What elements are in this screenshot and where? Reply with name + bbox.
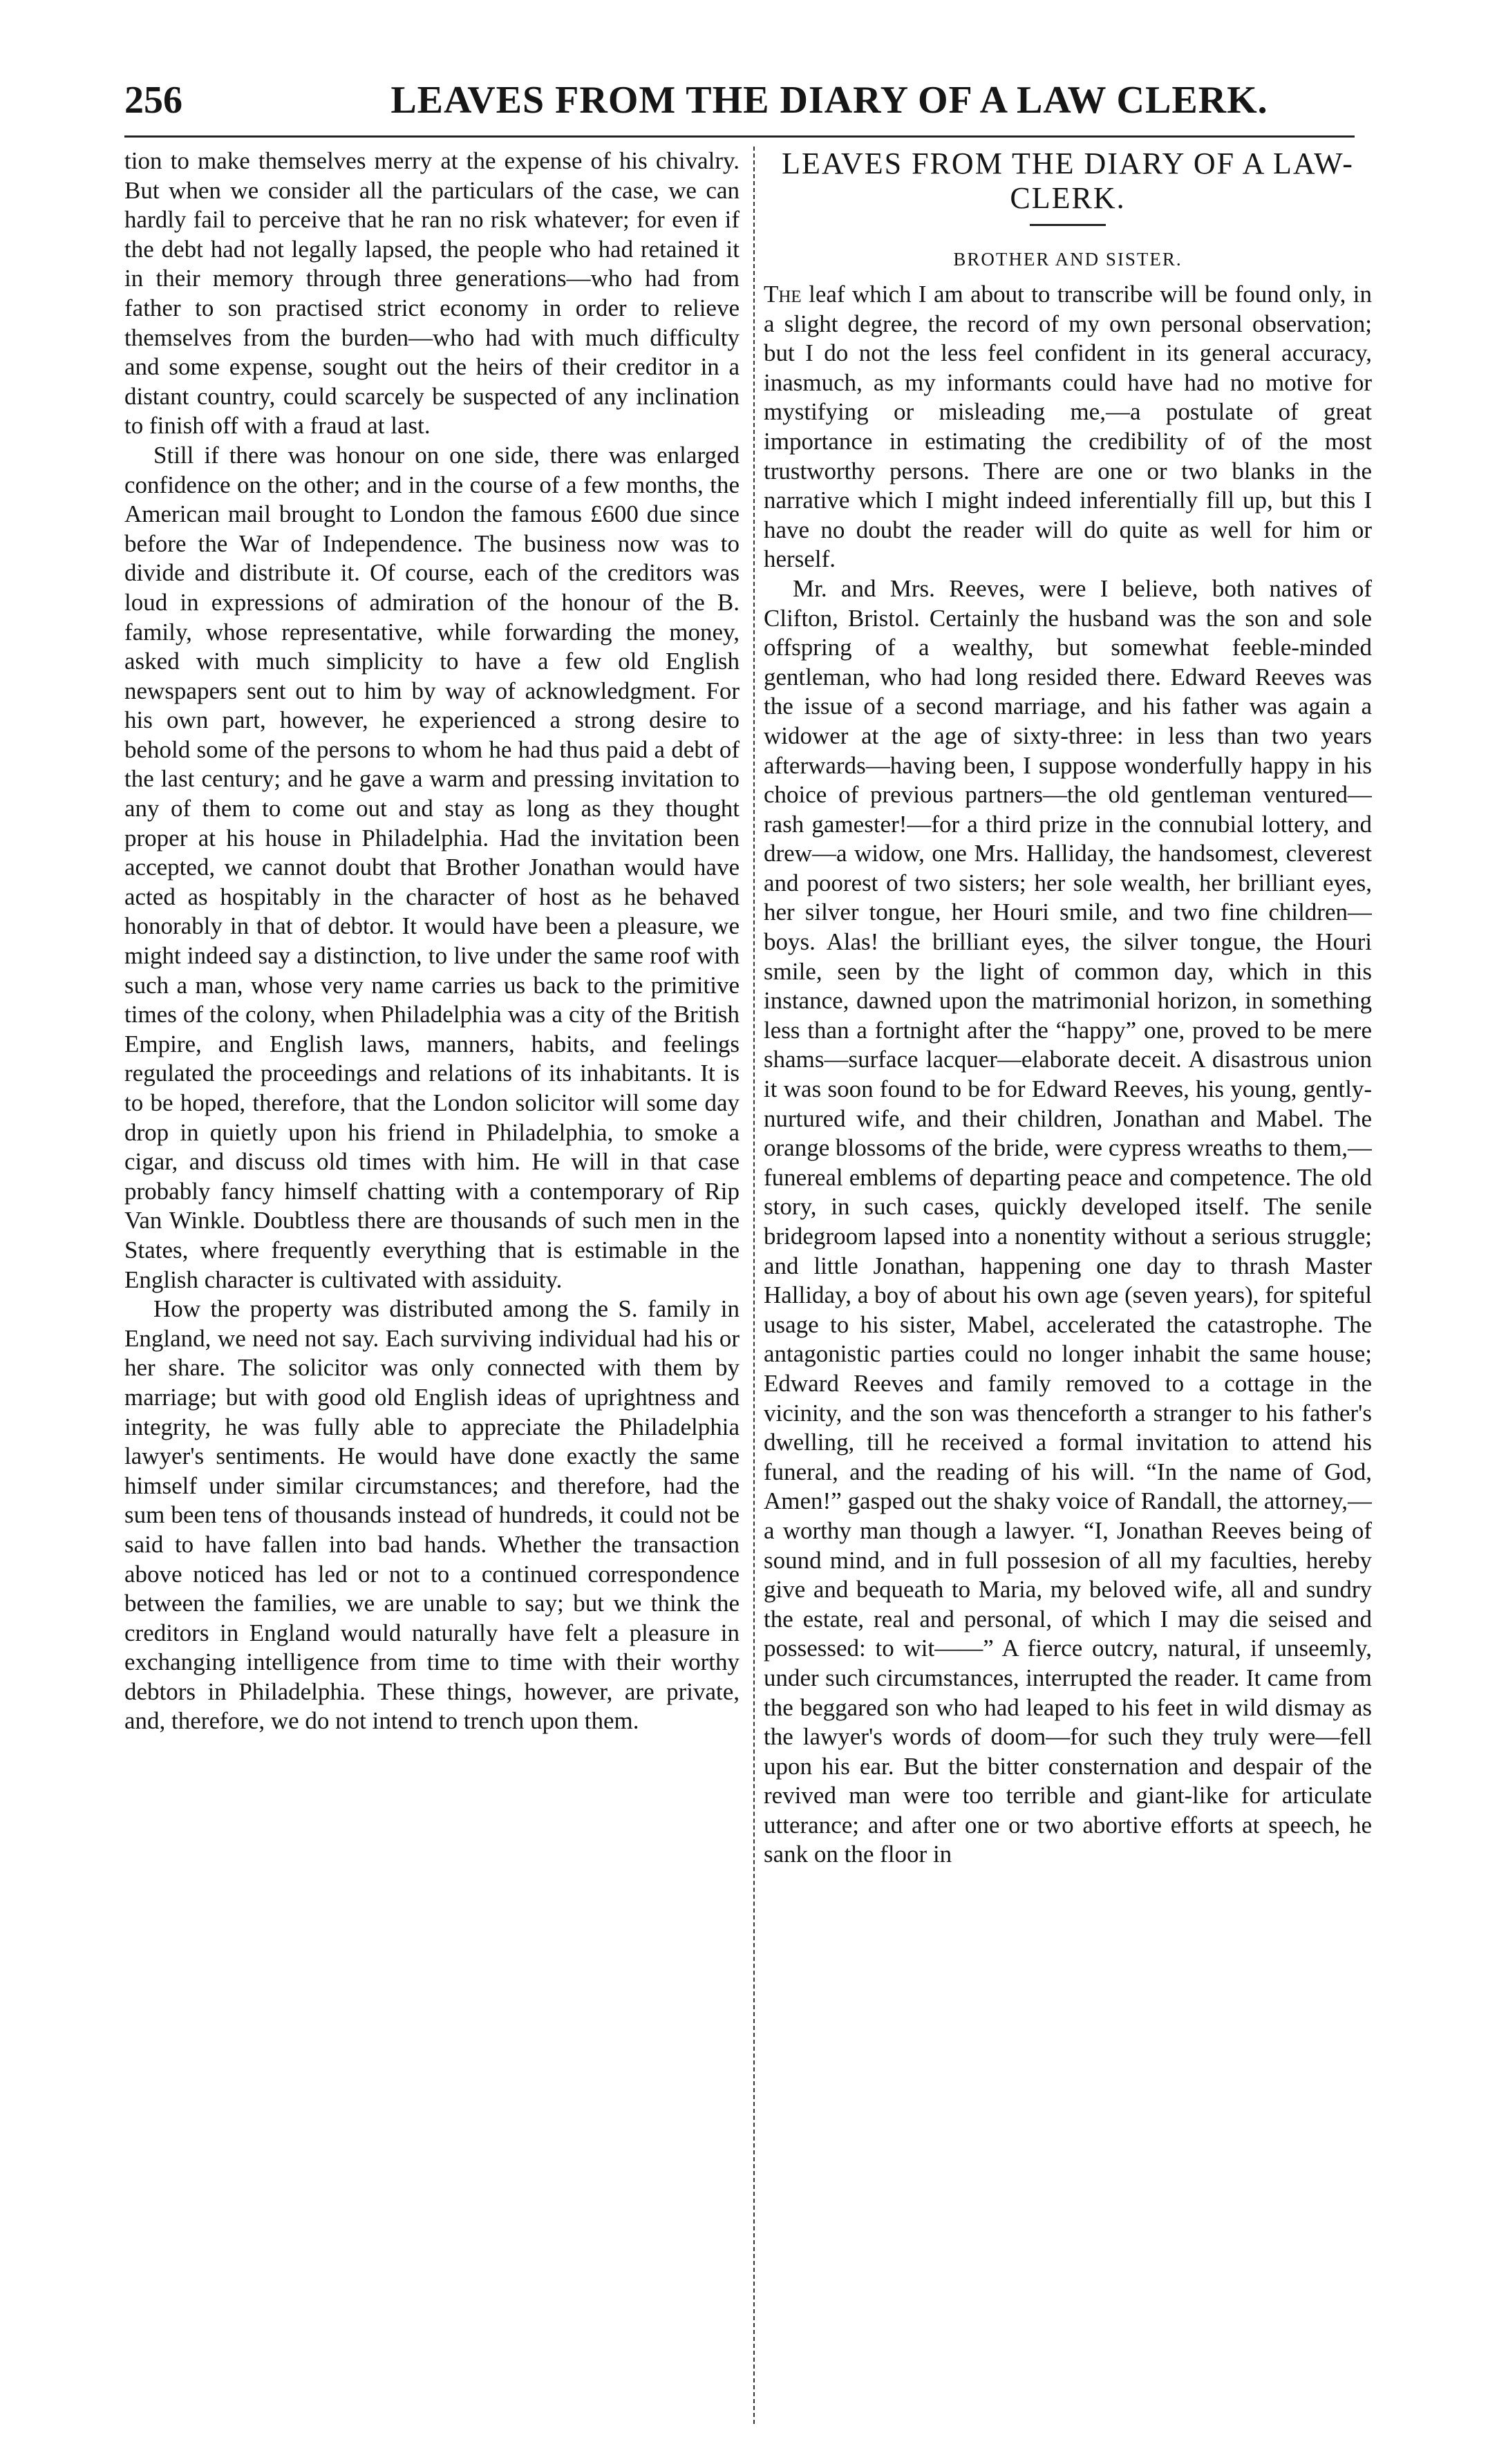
right-column (764, 147, 1372, 2427)
article-title: LEAVES FROM THE DIARY OF A LAW-CLERK. (782, 147, 1354, 215)
chapter-title: BROTHER AND SISTER. (953, 249, 1183, 270)
first-word: The (764, 281, 802, 308)
left-paragraph-1: tion to make themselves merry at the expense of his chivalry. But when we consider all the particulars of the case, we can hardly fail to perceive that he ran no risk whatever; for even if the debt had not legally lapsed, the people who had retained it in their memory through three generations—who had from father to son practised strict economy in order to relieve themselves from the burden—who had with much difficulty and some expense, sought out the heirs of their creditor in a distant country, could scarcely be suspected of any inclination to finish off with a fraud at last. (124, 147, 740, 440)
left-column (124, 147, 740, 2427)
column-divider (753, 147, 755, 2424)
right-paragraph-2: Mr. and Mrs. Reeves, were I believe, both natives of Clifton, Bristol. Certainly the husband was the son and sole offspring of a wealthy, but somewhat feeble-minded gentleman, who had long resided there. Edward Reeves was the issue of a second marriage, and his father was again a widower at the age of sixty-three: in less than two years afterwards—having been, I suppose wonderfully happy in his choice of previous partners—the old gentleman ventured—rash gamester!—for a third prize in the connubial lottery, and drew—a widow, one Mrs. Halliday, the handsomest, cleverest and poorest of two sisters; her sole wealth, her brilliant eyes, her silver tongue, her Houri smile, and two fine children—boys. Alas! the brilliant eyes, the silver tongue, the Houri smile, seen by the light of common day, which in this instance, dawned upon the matrimonial horizon, in something less than a fortnight after the “happy” one, proved to be mere shams—surface lacquer—elaborate deceit. A disastrous union it was soon found to be for Edward Reeves, his young, gently-nurtured wife, and their children, Jonathan and Mabel. The orange blossoms of the bride, were cypress wreaths to them,—funereal emblems of departing peace and competence. The old story, in such cases, quickly developed itself. The senile bridegroom lapsed into a nonentity without a serious struggle; and little Jonathan, happening one day to thrash Master Halliday, a boy of about his own age (seven years), for spiteful usage to his sister, Mabel, accelerated the catastrophe. The antagonistic parties could no longer inhabit the same house; Edward Reeves and family removed to a cottage in the vicinity, and the son was thenceforth a stranger to his father's dwelling, till he received a formal invitation to attend his funeral, and the reading of his will. “In the name of God, Amen!” gasped out the shaky voice of Randall, the attorney,—a worthy man though a lawyer. “I, Jonathan Reeves being of sound mind, and in full possesion of all my faculties, hereby give and bequeath to Maria, my beloved wife, all and sundry the estate, real and personal, of which I may die seised and possessed: to wit——” A fierce outcry, natural, if unseemly, under such circumstances, interrupted the reader. It came from the beggared son who had leaped to his feet in wild dismay as the lawyer's words of doom—for such they truly were—fell upon his ear. But the bitter consternation and despair of the revived man were too terrible and giant-like for articulate utterance; and after one or two abortive efforts at speech, he sank on the floor in (764, 574, 1372, 1868)
page-number: 256 (124, 79, 182, 122)
right-paragraph-1 (764, 280, 1372, 574)
left-paragraph-3: How the property was distributed among the S. family in England, we need not say. Each surviving individual had his or her share. The solicitor was only connected with them by marriage; but with good old English ideas of uprightness and integrity, he was fully able to appreciate the Philadelphia lawyer's sentiments. He would have done exactly the same himself under similar circumstances; and therefore, had the sum been tens of thousands instead of hundreds, it could not be said to have fallen into bad hands. Whether the transaction above noticed has led or not to a continued correspondence between the families, we are unable to say; but we think the creditors in England would naturally have felt a pleasure in exchanging intelligence from time to time with their worthy debtors in Philadelphia. These things, however, are private, and, therefore, we do not intend to trench upon them. (124, 1295, 740, 1735)
left-paragraph-2: Still if there was honour on one side, there was enlarged confidence on the other; and in the course of a few months, the American mail brought to London the famous £600 due since before the War of Independence. The business now was to divide and distribute it. Of course, each of the creditors was loud in expressions of admiration of the honour of the B. family, whose representative, while forwarding the money, asked with much simplicity to have a few old English newspapers sent out to him by way of acknowledgment. For his own part, however, he experienced a strong desire to behold some of the persons to whom he had thus paid a debt of the last century; and he gave a warm and pressing invitation to any of them to come out and stay as long as they thought proper at his house in Philadelphia. Had the invitation been accepted, we cannot doubt that Brother Jonathan would have acted as hospitably in the character of host as he behaved honorably in that of debtor. It would have been a pleasure, we might indeed say a distinction, to live under the same roof with such a man, whose very name carries us back to the primitive times of the colony, when Philadelphia was a city of the British Empire, and English laws, manners, habits, and feelings regulated the proceedings and relations of its inhabitants. It is to be hoped, therefore, that the London solicitor will some day drop in quietly upon his friend in Philadelphia, to smoke a cigar, and discuss old times with him. He will in that case probably fancy himself chatting with a contemporary of Rip Van Winkle. Doubtless there are thousands of such men in the States, where frequently everything that is estimable in the English character is cultivated with assiduity. (124, 441, 740, 1293)
title-rule (1030, 224, 1106, 226)
page-header (124, 73, 1355, 135)
running-title: LEAVES FROM THE DIARY OF A LAW CLERK. (390, 79, 1268, 122)
right-paragraph-1-text: leaf which I am about to transcribe will be found only, in a slight degree, the record of my own personal observation; but I do not the less feel confident in its general accuracy, inasmuch, as my informants could have had no motive for mystifying or misleading me,—a postulate of great importance in estimating the credibility of of the most trustworthy persons. There are one or two blanks in the narrative which I might indeed inferentially fill up, but this I have no doubt the reader will do quite as well for him or herself. (764, 281, 1372, 573)
header-rule (124, 135, 1355, 138)
